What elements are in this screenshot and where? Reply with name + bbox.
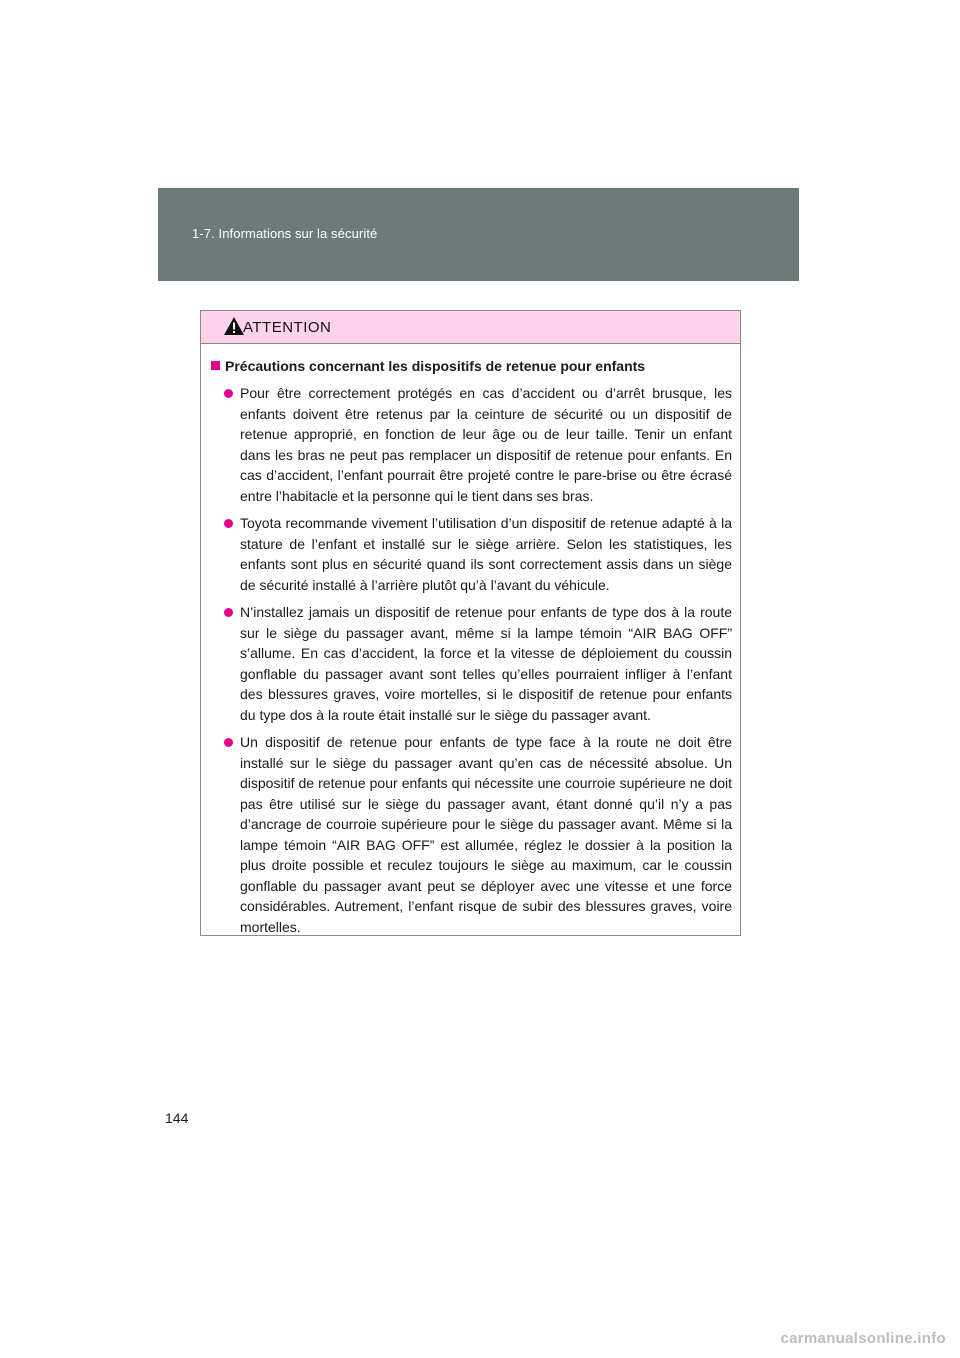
warning-header (201, 311, 740, 344)
warning-item (224, 383, 732, 506)
warning-content (201, 344, 740, 937)
section-header-band (158, 188, 799, 281)
warning-item (224, 732, 732, 937)
warning-label: ATTENTION (243, 319, 332, 336)
square-bullet-icon (211, 361, 220, 370)
page-number: 144 (165, 1110, 189, 1126)
round-bullet-icon (224, 519, 233, 528)
footer-watermark: carmanualsonline.info (780, 1330, 946, 1347)
round-bullet-icon (224, 389, 233, 398)
warning-triangle-icon (223, 316, 245, 336)
warning-heading-text: Précautions concernant les dispositifs de retenue pour enfants (225, 358, 646, 374)
warning-item-text: Un dispositif de retenue pour enfants de type face à la route ne doit être installé sur le siège du passager avant qu’en cas de nécessité absolue. Un dispositif de retenue pour enfants qui nécessite une courroie supérieure ne doit pas être utilisé sur le siège du passager avant, étant donné qu’il n’y a pas d’ancrage de courroie supérieure pour le siège du passager avant. Même si la lampe témoin “AIR BAG OFF” est allumée, réglez le dossier à la position la plus droite possible et reculez toujours le siège au maximum, car le coussin gonflable du passager avant peut se déployer avec une vitesse et une force considérables. Autrement, l’enfant risque de subir des blessures graves, voire mortelles. (240, 734, 732, 935)
warning-item (224, 602, 732, 725)
warning-item (224, 513, 732, 595)
warning-box (200, 310, 741, 936)
round-bullet-icon (224, 738, 233, 747)
round-bullet-icon (224, 608, 233, 617)
warning-heading (211, 356, 740, 376)
warning-item-text: Pour être correctement protégés en cas d’accident ou d’arrêt brusque, les enfants doivent être retenus par la ceinture de sécurité ou un dispositif de retenue approprié, en fonction de leur âge ou de leur taille. Tenir un enfant dans les bras ne peut pas remplacer un dispositif de retenue pour enfants. En cas d’accident, l’enfant pourrait être projeté contre le pare-brise ou être écrasé entre l’habitacle et la personne qui le tient dans ses bras. (240, 385, 732, 504)
section-title: 1-7. Informations sur la sécurité (192, 226, 378, 241)
warning-item-text: Toyota recommande vivement l’utilisation d’un dispositif de retenue adapté à la stature de l’enfant et installé sur le siège arrière. Selon les statistiques, les enfants sont plus en sécurité quand ils sont correctement assis dans un siège de sécurité installé à l’arrière plutôt qu’à l’avant du véhicule. (240, 515, 732, 593)
warning-item-text: N’installez jamais un dispositif de retenue pour enfants de type dos à la route sur le siège du passager avant, même si la lampe témoin “AIR BAG OFF” s’allume. En cas d’accident, la force et la vitesse de déploiement du coussin gonflable du passager avant sont telles qu’elles pourraient infliger à l’enfant des blessures graves, voire mortelles, si le dispositif de retenue pour enfants du type dos à la route était installé sur le siège du passager avant. (240, 604, 732, 723)
